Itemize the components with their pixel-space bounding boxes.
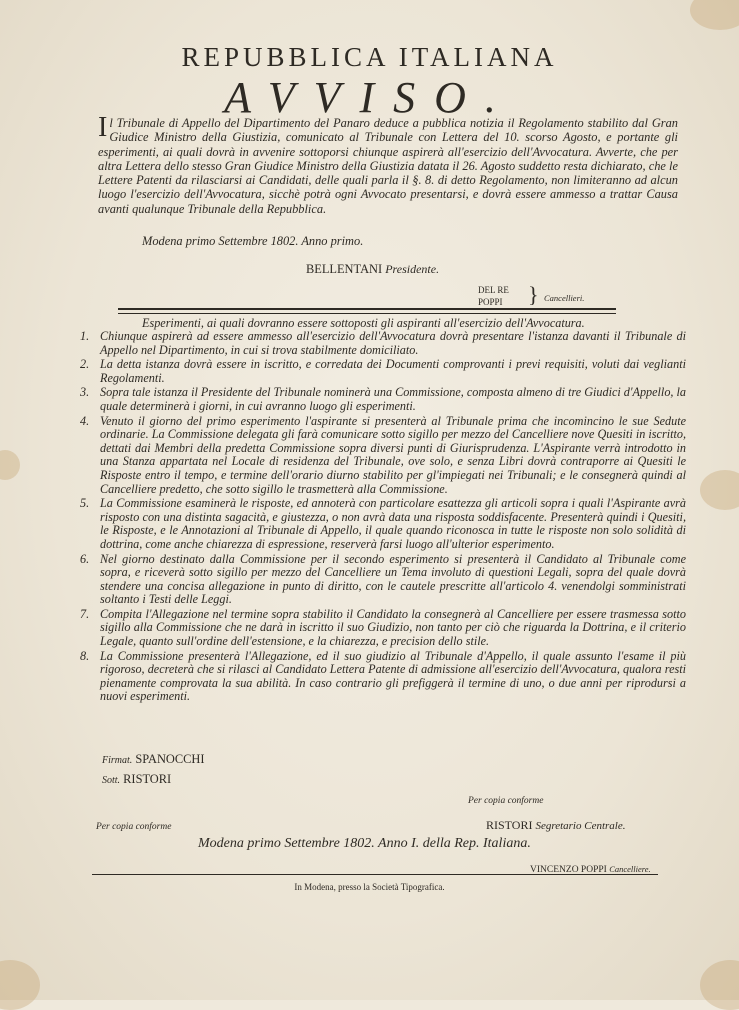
article-text: La Commissione esaminerà le risposte, ed annoterà con particolare esattezza gli articoli sopra i quali l'Aspirante avrà risposto con una distinta sagacità, e giustezza, o non avrà data una risposta soddisfacente. Presenterà quindi i Quesiti, le Risposte, e le Annotazioni al Tribunale di Appello, il quale quando riconosca in tutte le risposte non solo solidità di dottrina, come anche chiarezza di espressione, reserverà farsi luogo all'ulterior esperimento. [100, 496, 686, 551]
regulation-title: Esperimenti, ai quali dovranno essere sottoposti gli aspiranti all'esercizio dell'Avvocatura. [142, 316, 585, 330]
footer-date: Modena primo Settembre 1802. Anno I. della Rep. Italiana. [198, 836, 531, 851]
intro-dropcap: I [98, 112, 108, 143]
chancellors-block [478, 282, 585, 308]
article-text: Nel giorno destinato dalla Commissione per il secondo esperimento si presenterà il Candidato al Tribunale come sopra, e riceverà sotto sigillo per mezzo del Cancelliere un Tema involuto di questioni Legali, sopra del quale dovrà stendere una concisa allegazione in punto di diritto, con le cautele prescritte all'articolo 4. venendolgi somministrati soltanto i Testi delle Leggi. [100, 551, 686, 607]
article-item [80, 608, 686, 649]
article-number: 1. [80, 329, 90, 343]
article-text: Chiunque aspirerà ad essere ammesso all'esercizio dell'Avvocatura dovrà presentare l'istanza davanti il Tribunale di Appello nel Dipartimento, in cui si trova stabilmente domiciliato. [100, 329, 686, 357]
article-text: Venuto il giorno del primo esperimento l'aspirante si presenterà al Tribunale prima che incomincino le sue Sedute ordinarie. La Commissione delegata gli farà comunicare sotto sigillo per mezzo del Cancelliere nove Quesiti in iscritto, dettati dai Membri della predetta Commissione sopra diversi punti di Giurisprudenza. L'Aspirante verrà introdotto in una Stanza appartata nel Locale di residenza del Tribunale, ove solo, e senza Libri dovrà contraporre ai Quesiti le Risposte entro il tempo, e termine dell'orario diurno stabilito per gl'impiegati nei Tribunali; e le consegnerà quindi al Cancelliere predetto, che sotto sigillo le trasmetterà alla Commissione. [100, 413, 686, 496]
brace-glyph: } [528, 282, 539, 307]
paper-stain [690, 0, 739, 30]
footer-rule [92, 874, 658, 875]
sott-signature [102, 772, 171, 787]
article-number: 5. [80, 496, 90, 511]
printer-imprint: In Modena, presso la Società Tipografica. [294, 882, 445, 892]
firmat-signature [102, 752, 204, 767]
chancellor-name-1: DEL RE [478, 285, 509, 295]
article-text: Compita l'Allegazione nel termine sopra stabilito il Candidato la consegnerà al Cancelliere per essere trasmessa sotto sigillo alla Commissione che ne darà in iscritto il suo Giudizio, non tanto per ciò che riguarda la Dottrina, e il criterio Legale, quanto sull'ordine dell'estensione, e la chiarezza, e precision dello stile. [100, 606, 686, 649]
paper-stain [0, 960, 40, 1010]
republic-heading: REPUBBLICA ITALIANA [181, 42, 558, 72]
article-text: La Commissione presenterà l'Allegazione, ed il suo giudizio al Tribunale d'Appello, il quale assunto l'esame il più rigoroso, decreterà che si rilasci al Candidato Lettera Patente di admissione all'esercizio dell'Avvocatura, qualora resti pienamente comprovata la sua abilità. In caso contrario gli prefiggerà il termine di uno, o due anni per riprodursi a nuovi esperimenti. [100, 648, 686, 704]
president-name: BELLENTANI [306, 262, 383, 276]
secretary-name: RISTORI [486, 818, 533, 832]
article-number: 8. [80, 648, 90, 663]
president-signature [306, 262, 439, 277]
chancellor-name-2: POPPI [478, 297, 503, 307]
article-item [80, 497, 686, 551]
paper-stain [700, 470, 739, 510]
intro-paragraph [98, 112, 678, 216]
article-number: 7. [80, 606, 90, 621]
article-number: 4. [80, 413, 90, 428]
secretary-title: Segretario Centrale. [535, 820, 626, 832]
article-item [80, 330, 686, 357]
poppi-title: Cancelliere. [609, 864, 651, 874]
chancellors-role: Cancellieri. [544, 293, 585, 303]
paper-stain [0, 450, 20, 480]
copy-conforme-left: Per copia conforme [96, 822, 172, 832]
article-text: La detta istanza dovrà essere in iscritto, e corredata dei Documenti comprovanti i previ requisiti, voluti dai veglianti Regolamenti. [100, 357, 686, 385]
article-item [80, 650, 686, 704]
firmat-label: Firmat. [102, 755, 133, 766]
double-rule-divider [118, 308, 616, 314]
article-number: 6. [80, 551, 90, 566]
president-title: Presidente. [385, 262, 440, 276]
article-text: Sopra tale istanza il Presidente del Tribunale nominerà una Commissione, composta almeno di tre Giudici d'Appello, la quale determinerà i giorni, in cui avranno luogo gli esperimenti. [100, 385, 686, 413]
article-item [80, 386, 686, 413]
firmat-name: SPANOCCHI [135, 752, 205, 766]
sott-label: Sott. [102, 775, 121, 786]
article-item [80, 553, 686, 607]
intro-text: l Tribunale di Appello del Dipartimento del Panaro deduce a pubblica notizia il Regolamento stabilito dal Gran Giudice Ministro della Giustizia, comunicato al Tribunale con Lettera del 10. scorso Agosto, e portante gli esperimenti, ai quali dovrà in avvenire sottoporsi chiunque aspirerà all'esercizio dell'Avvocatura. Avverte, che per altra Lettera dello stesso Gran Giudice Ministro della Giustizia datata il 26. Agosto suddetto resta dichiarato, che le Lettere Patenti da rilasciarsi ai Candidati, delle quali parla il §. 8. di detto Regolamento, non limiteranno ad alcun luogo l'esercizio dell'Avvocatura, sicchè potrà ogni Avvocato presentarsi, e dovrà essere ammesso a trattar Causa avanti qualunque Tribunale della Repubblica. [98, 116, 678, 216]
paper-stain [700, 960, 739, 1010]
secretary-signature [486, 818, 625, 833]
copy-conforme-right: Per copia conforme [468, 796, 544, 806]
intro-date: Modena primo Settembre 1802. Anno primo. [142, 234, 364, 248]
sott-name: RISTORI [123, 772, 172, 786]
poppi-name: VINCENZO POPPI [530, 865, 607, 875]
article-item [80, 415, 686, 497]
articles-list [80, 330, 686, 705]
article-item [80, 358, 686, 385]
article-number: 2. [80, 357, 90, 372]
avviso-heading: AVVISO. [224, 73, 515, 122]
article-number: 3. [80, 385, 90, 400]
